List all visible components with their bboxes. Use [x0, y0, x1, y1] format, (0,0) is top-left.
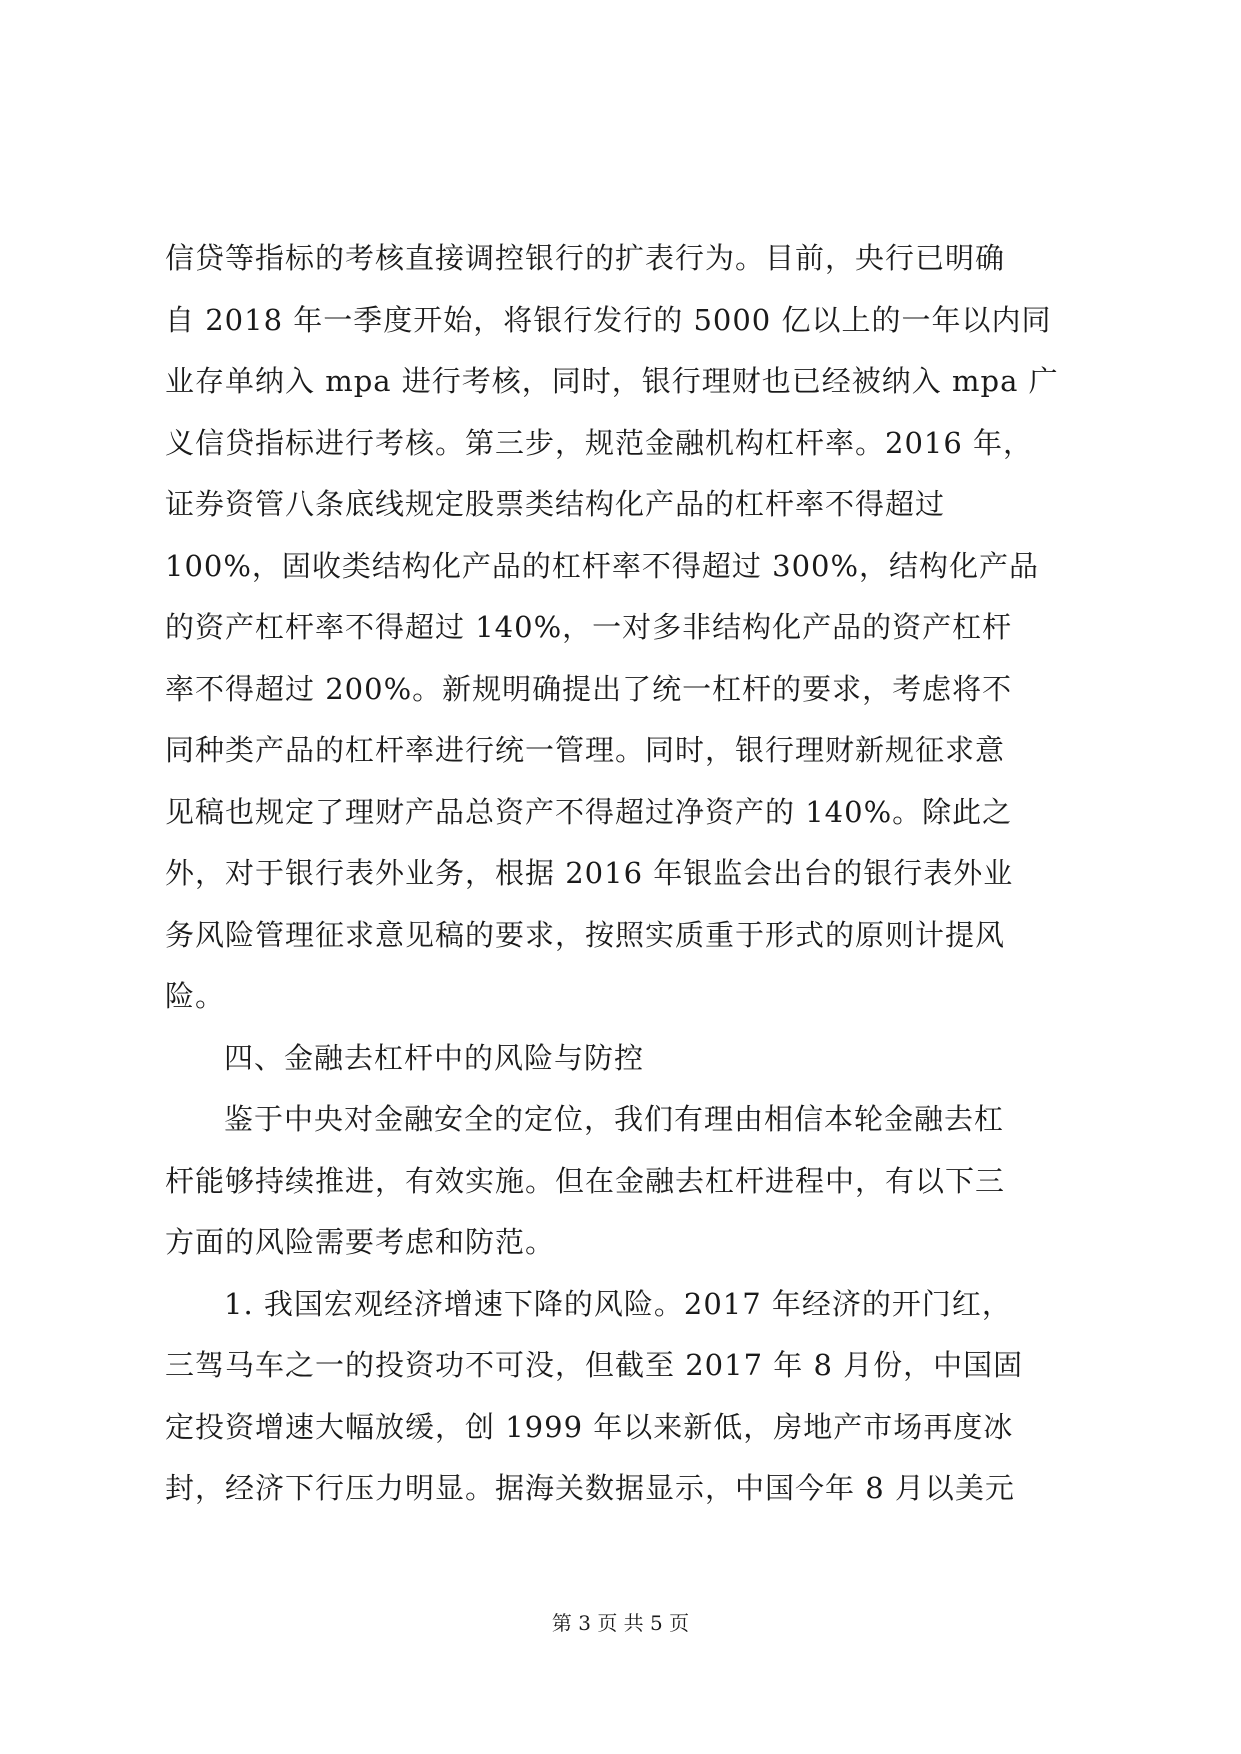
text-line: 的资产杠杆率不得超过 140%，一对多非结构化产品的资产杠杆	[165, 610, 1013, 644]
text-line: 信贷等指标的考核直接调控银行的扩表行为。目前，央行已明确	[165, 241, 1006, 275]
text-line: 见稿也规定了理财产品总资产不得超过净资产的 140%。除此之	[165, 794, 1013, 829]
text-line: 定投资增速大幅放缓，创 1999 年以来新低，房地产市场再度冰	[165, 1409, 1014, 1444]
text-line: 鉴于中央对金融安全的定位，我们有理由相信本轮金融去杠	[224, 1102, 1005, 1136]
text-line: 同种类产品的杠杆率进行统一管理。同时，银行理财新规征求意	[165, 733, 1006, 767]
text-line: 务风险管理征求意见稿的要求，按照实质重于形式的原则计提风	[165, 917, 1006, 952]
text-line: 封，经济下行压力明显。据海关数据显示，中国今年 8 月以美元	[165, 1471, 1015, 1505]
text-line: 业存单纳入 mpa 进行考核，同时，银行理财也已经被纳入 mpa 广	[165, 364, 1059, 398]
text-line: 杆能够持续推进，有效实施。但在金融去杠杆进程中，有以下三	[165, 1163, 1006, 1198]
document-body	[165, 228, 1095, 1520]
text-line: 证券资管八条底线规定股票类结构化产品的杠杆率不得超过	[165, 487, 946, 521]
text-line: 1. 我国宏观经济增速下降的风险。2017 年经济的开门红，	[224, 1286, 1012, 1321]
text-line: 外，对于银行表外业务，根据 2016 年银监会出台的银行表外业	[165, 856, 1014, 890]
text-line: 险。	[165, 979, 226, 1013]
text-line: 率不得超过 200%。新规明确提出了统一杠杆的要求，考虑将不	[165, 671, 1013, 706]
text-line: 100%，固收类结构化产品的杠杆率不得超过 300%，结构化产品	[165, 548, 1040, 583]
text-line: 自 2018 年一季度开始，将银行发行的 5000 亿以上的一年以内同	[165, 302, 1052, 337]
text-line: 义信贷指标进行考核。第三步，规范金融机构杠杆率。2016 年，	[165, 425, 1034, 460]
section-heading: 四、金融去杠杆中的风险与防控	[224, 1040, 645, 1075]
text-line: 方面的风险需要考虑和防范。	[165, 1225, 556, 1259]
page-number-footer: 第 3 页 共 5 页	[551, 1611, 690, 1635]
text-line: 三驾马车之一的投资功不可没，但截至 2017 年 8 月份，中国固	[165, 1348, 1024, 1382]
